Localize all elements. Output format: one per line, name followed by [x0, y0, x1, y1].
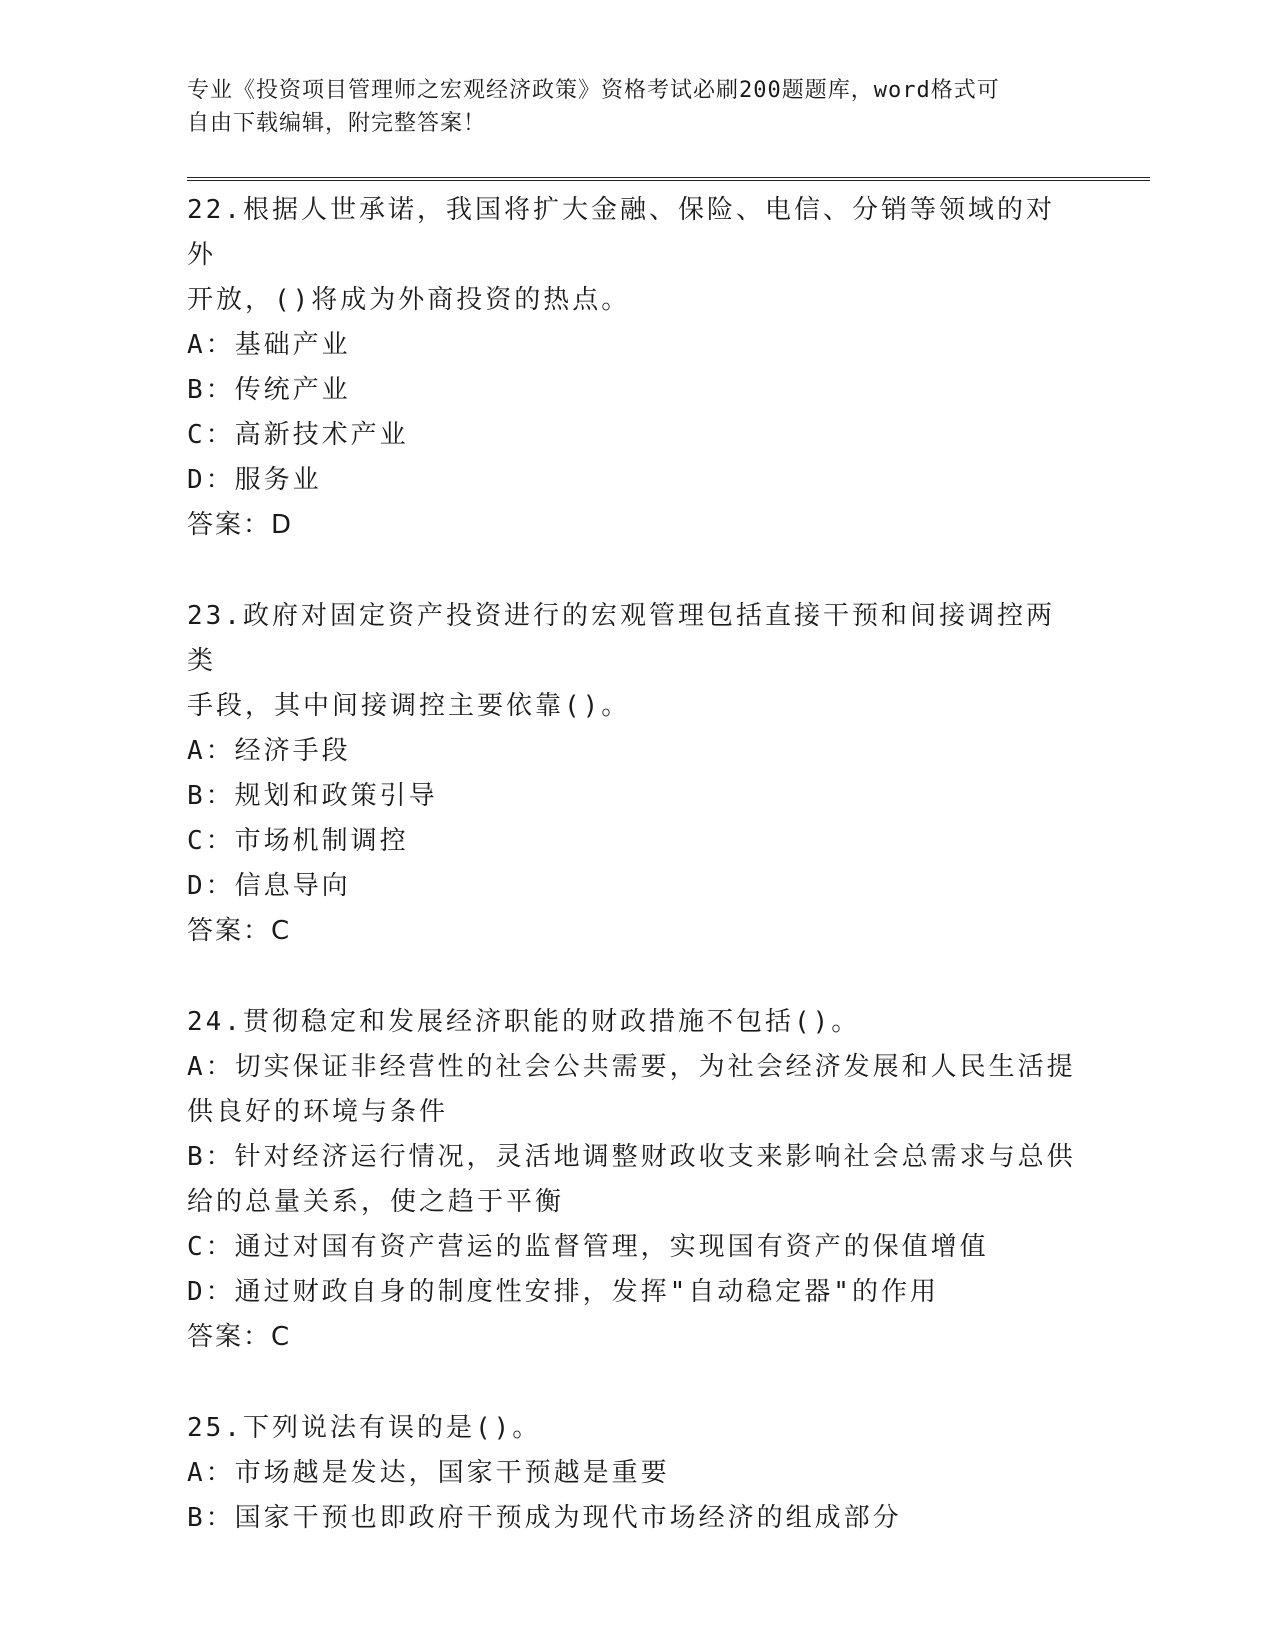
option-b: B：传统产业	[187, 375, 351, 405]
answer	[187, 909, 1077, 954]
option-b: B：规划和政策引导	[187, 781, 438, 811]
question-stem-line: 手段，其中间接调控主要依靠()。	[187, 691, 631, 721]
option-d: D：服务业	[187, 465, 322, 495]
answer	[187, 503, 1077, 548]
question-stem-line: 开放，()将成为外商投资的热点。	[187, 285, 631, 315]
answer-value: D	[271, 510, 293, 540]
question-stem-line: 25.下列说法有误的是()。	[187, 1413, 542, 1443]
question-22	[187, 188, 1077, 548]
option-d: D：信息导向	[187, 871, 351, 901]
answer-label: 答案：	[187, 510, 272, 540]
option-a: A：经济手段	[187, 736, 351, 766]
option-a-continued: 供良好的环境与条件	[187, 1097, 449, 1127]
option-c: C：高新技术产业	[187, 420, 409, 450]
answer-value: C	[271, 916, 291, 946]
option-a: A：基础产业	[187, 330, 351, 360]
answer-label: 答案：	[187, 916, 272, 946]
option-a: A：切实保证非经营性的社会公共需要，为社会经济发展和人民生活提	[187, 1052, 1076, 1082]
option-b: B：国家干预也即政府干预成为现代市场经济的组成部分	[187, 1503, 902, 1533]
option-c: C：通过对国有资产营运的监督管理，实现国有资产的保值增值	[187, 1232, 989, 1262]
question-24	[187, 1000, 1077, 1360]
question-stem-line: 22.根据人世承诺，我国将扩大金融、保险、电信、分销等领域的对外	[187, 195, 1055, 270]
question-25	[187, 1406, 1077, 1541]
question-23	[187, 594, 1077, 954]
answer-value: C	[271, 1322, 291, 1352]
document-header	[187, 74, 1087, 140]
header-line-1: 专业《投资项目管理师之宏观经济政策》资格考试必刷200题题库，word格式可	[187, 78, 1000, 103]
option-a: A：市场越是发达，国家干预越是重要	[187, 1458, 670, 1488]
option-c: C：市场机制调控	[187, 826, 409, 856]
header-divider	[187, 177, 1150, 181]
option-d: D：通过财政自身的制度性安排，发挥"自动稳定器"的作用	[187, 1277, 939, 1307]
option-b-continued: 给的总量关系，使之趋于平衡	[187, 1187, 565, 1217]
question-stem-line: 24.贯彻稳定和发展经济职能的财政措施不包括()。	[187, 1007, 861, 1037]
answer-label: 答案：	[187, 1322, 272, 1352]
question-stem-line: 23.政府对固定资产投资进行的宏观管理包括直接干预和间接调控两类	[187, 601, 1055, 676]
option-b: B：针对经济运行情况，灵活地调整财政收支来影响社会总需求与总供	[187, 1142, 1076, 1172]
question-list	[187, 188, 1077, 1587]
answer	[187, 1315, 1077, 1360]
header-line-2: 自由下载编辑，附完整答案！	[187, 111, 487, 136]
